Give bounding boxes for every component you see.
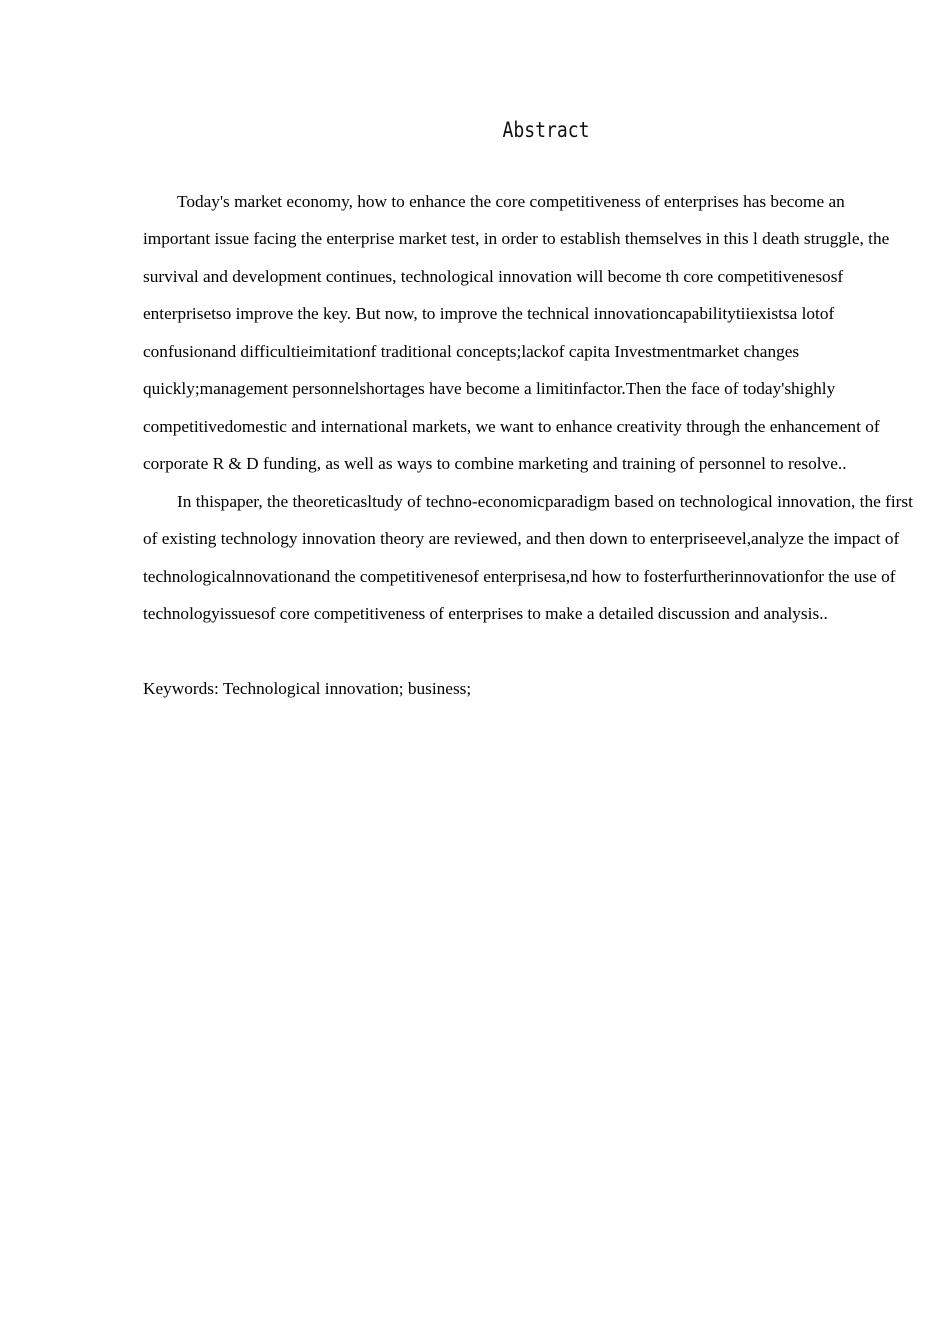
paragraph-1-line: enterprisetso improve the key. But now, to improve the technical innovationcapabilitytiiexistsa lotof bbox=[143, 304, 835, 323]
paragraph-1-line: important issue facing the enterprise market test, in order to establish themselves in this l death struggle, the bbox=[143, 229, 890, 248]
paragraph-1-line: confusionand difficultieimitationf traditional concepts;lackof capita Investmentmarket changes bbox=[143, 342, 800, 361]
abstract-title: Abstract bbox=[502, 118, 590, 142]
paragraph-2-line: In thispaper, the theoreticasltudy of techno-economicparadigm based on technological innovation, the first bbox=[177, 492, 913, 511]
paragraph-1-line: survival and development continues, technological innovation will become th core competitivenesosf bbox=[143, 267, 844, 286]
paragraph-2-line: technologicalnnovationand the competitivenesof enterprisesa,nd how to fosterfurtherinnovationfor the use of bbox=[143, 567, 896, 586]
paragraph-1-line: corporate R & D funding, as well as ways to combine marketing and training of personnel to resolve.. bbox=[143, 454, 847, 473]
paragraph-1-line: Today's market economy, how to enhance the core competitiveness of enterprises has become an bbox=[177, 192, 845, 211]
paragraph-2-line: technologyissuesof core competitiveness of enterprises to make a detailed discussion and analysis.. bbox=[143, 604, 828, 623]
paragraph-1-line: competitivedomestic and international markets, we want to enhance creativity through the enhancement of bbox=[143, 417, 880, 436]
paragraph-1-line: quickly;management personnelshortages have become a limitinfactor.Then the face of today'shighly bbox=[143, 379, 836, 398]
paragraph-2-line: of existing technology innovation theory are reviewed, and then down to enterpriseevel,analyze the impact of bbox=[143, 529, 900, 548]
keywords-line: Keywords: Technological innovation; business; bbox=[143, 679, 472, 698]
